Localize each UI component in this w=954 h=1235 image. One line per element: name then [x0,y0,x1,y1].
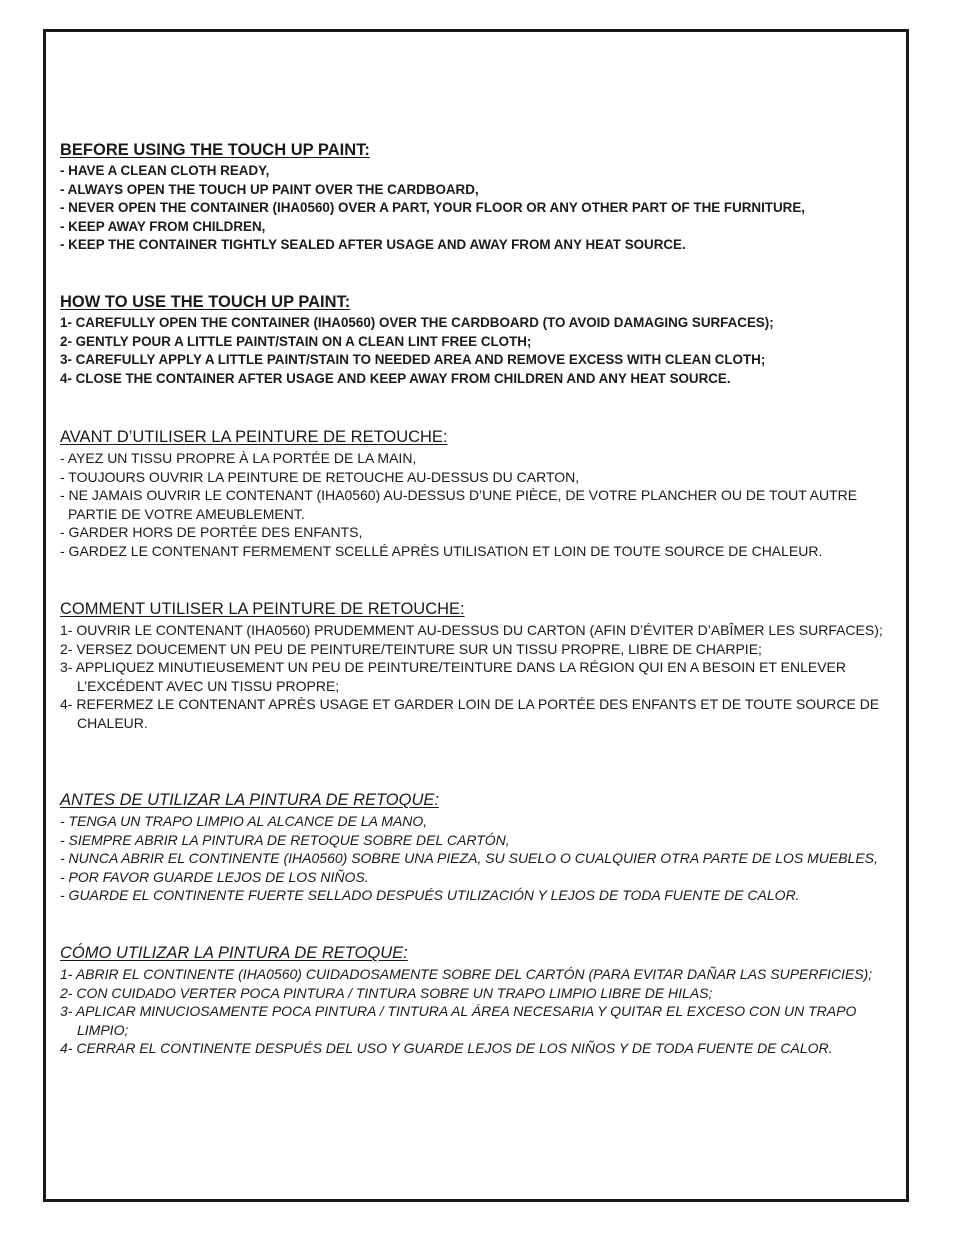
list-item: - POR FAVOR GUARDE LEJOS DE LOS NIÑOS. [60,868,369,885]
es-before-title: ANTES DE UTILIZAR LA PINTURA DE RETOQUE: [60,791,439,809]
list-item: 4- CERRAR EL CONTINENTE DESPUÉS DEL USO Y GUARDE LEJOS DE LOS NIÑOS Y DE TODA FUENTE DE CALOR. [60,1040,833,1057]
list-item: 4- CLOSE THE CONTAINER AFTER USAGE AND KEEP AWAY FROM CHILDREN AND ANY HEAT SOURCE. [60,370,731,386]
es-how-list [60,965,900,1058]
list-item: - TOUJOURS OUVRIR LA PEINTURE DE RETOUCHE AU-DESSUS DU CARTON, [60,468,580,485]
list-item: - KEEP THE CONTAINER TIGHTLY SEALED AFTER USAGE AND AWAY FROM ANY HEAT SOURCE. [60,237,686,253]
list-item: - HAVE A CLEAN CLOTH READY, [60,163,270,178]
list-item: - NUNCA ABRIR EL CONTINENTE (IHA0560) SOBRE UNA PIEZA, SU SUELO O CUALQUIER OTRA PARTE DE LOS MUEBLES, [60,850,878,867]
list-item: 1- ABRIR EL CONTINENTE (IHA0560) CUIDADOSAMENTE SOBRE DEL CARTÓN (PARA EVITAR DAÑAR LAS SUPERFICIES); [60,966,873,982]
list-item: 2- CON CUIDADO VERTER POCA PINTURA / TINTURA SOBRE UN TRAPO LIMPIO LIBRE DE HILAS; [60,984,713,1001]
es-before-section [60,790,900,905]
fr-before-section [60,427,900,561]
es-how-title: CÓMO UTILIZAR LA PINTURA DE RETOQUE: [60,944,408,962]
en-how-section [60,292,900,388]
list-item: - GUARDE EL CONTINENTE FUERTE SELLADO DESPUÉS UTILIZACIÓN Y LEJOS DE TODA FUENTE DE CALOR. [60,887,800,904]
list-item: - NEVER OPEN THE CONTAINER (IHA0560) OVER A PART, YOUR FLOOR OR ANY OTHER PART OF THE FURNITURE, [60,200,805,216]
fr-how-title: COMMENT UTILISER LA PEINTURE DE RETOUCHE: [60,600,465,618]
list-item: - GARDEZ LE CONTENANT FERMEMENT SCELLÉ APRÈS UTILISATION ET LOIN DE TOUTE SOURCE DE CHALEUR. [60,542,823,559]
list-item: 1- CAREFULLY OPEN THE CONTAINER (IHA0560) OVER THE CARDBOARD (TO AVOID DAMAGING SURFACES); [60,315,774,330]
en-before-title: BEFORE USING THE TOUCH UP PAINT: [60,141,370,159]
list-item: - TENGA UN TRAPO LIMPIO AL ALCANCE DE LA MANO, [60,813,428,829]
list-item: - KEEP AWAY FROM CHILDREN, [60,218,266,234]
list-item: - SIEMPRE ABRIR LA PINTURA DE RETOQUE SOBRE DEL CARTÓN, [60,831,510,848]
list-item: 3- APLICAR MINUCIOSAMENTE POCA PINTURA / TINTURA AL ÁREA NECESARIA Y QUITAR EL EXCESO CON UN TRAPO LIMPIO; [60,1003,857,1038]
en-how-title: HOW TO USE THE TOUCH UP PAINT: [60,293,351,311]
list-item: - ALWAYS OPEN THE TOUCH UP PAINT OVER THE CARDBOARD, [60,181,479,197]
list-item: - NE JAMAIS OUVRIR LE CONTENANT (IHA0560) AU-DESSUS D’UNE PIÈCE, DE VOTRE PLANCHER OU DE TOUT AUTRE PARTIE DE VOTRE AMEUBLEMENT. [60,487,858,522]
en-before-list [60,162,900,255]
list-item: 3- CAREFULLY APPLY A LITTLE PAINT/STAIN TO NEEDED AREA AND REMOVE EXCESS WITH CLEAN CLOTH; [60,352,766,368]
en-before-section [60,140,900,255]
list-item: 2- GENTLY POUR A LITTLE PAINT/STAIN ON A CLEAN LINT FREE CLOTH; [60,333,532,349]
en-how-list [60,314,900,388]
list-item: 1- OUVRIR LE CONTENANT (IHA0560) PRUDEMMENT AU-DESSUS DU CARTON (AFIN D’ÉVITER D’ABÎMER LES SURFACES); [60,622,883,638]
list-item: - AYEZ UN TISSU PROPRE À LA PORTÉE DE LA MAIN, [60,450,417,466]
list-item: - GARDER HORS DE PORTÉE DES ENFANTS, [60,524,363,541]
fr-how-section [60,599,900,733]
list-item: 2- VERSEZ DOUCEMENT UN PEU DE PEINTURE/TEINTURE SUR UN TISSU PROPRE, LIBRE DE CHARPIE; [60,640,762,657]
list-item: 4- REFERMEZ LE CONTENANT APRÈS USAGE ET GARDER LOIN DE LA PORTÉE DES ENFANTS ET DE TOUTE SOURCE DE CHALEUR. [60,696,880,731]
es-how-section [60,943,900,1058]
fr-before-list [60,449,900,561]
fr-how-list [60,621,900,733]
es-before-list [60,812,900,905]
list-item: 3- APPLIQUEZ MINUTIEUSEMENT UN PEU DE PEINTURE/TEINTURE DANS LA RÉGION QUI EN A BESOIN ET ENLEVER L’EXCÉDENT AVEC UN TISSU PROPRE; [60,659,846,694]
fr-before-title: AVANT D’UTILISER LA PEINTURE DE RETOUCHE: [60,428,448,446]
